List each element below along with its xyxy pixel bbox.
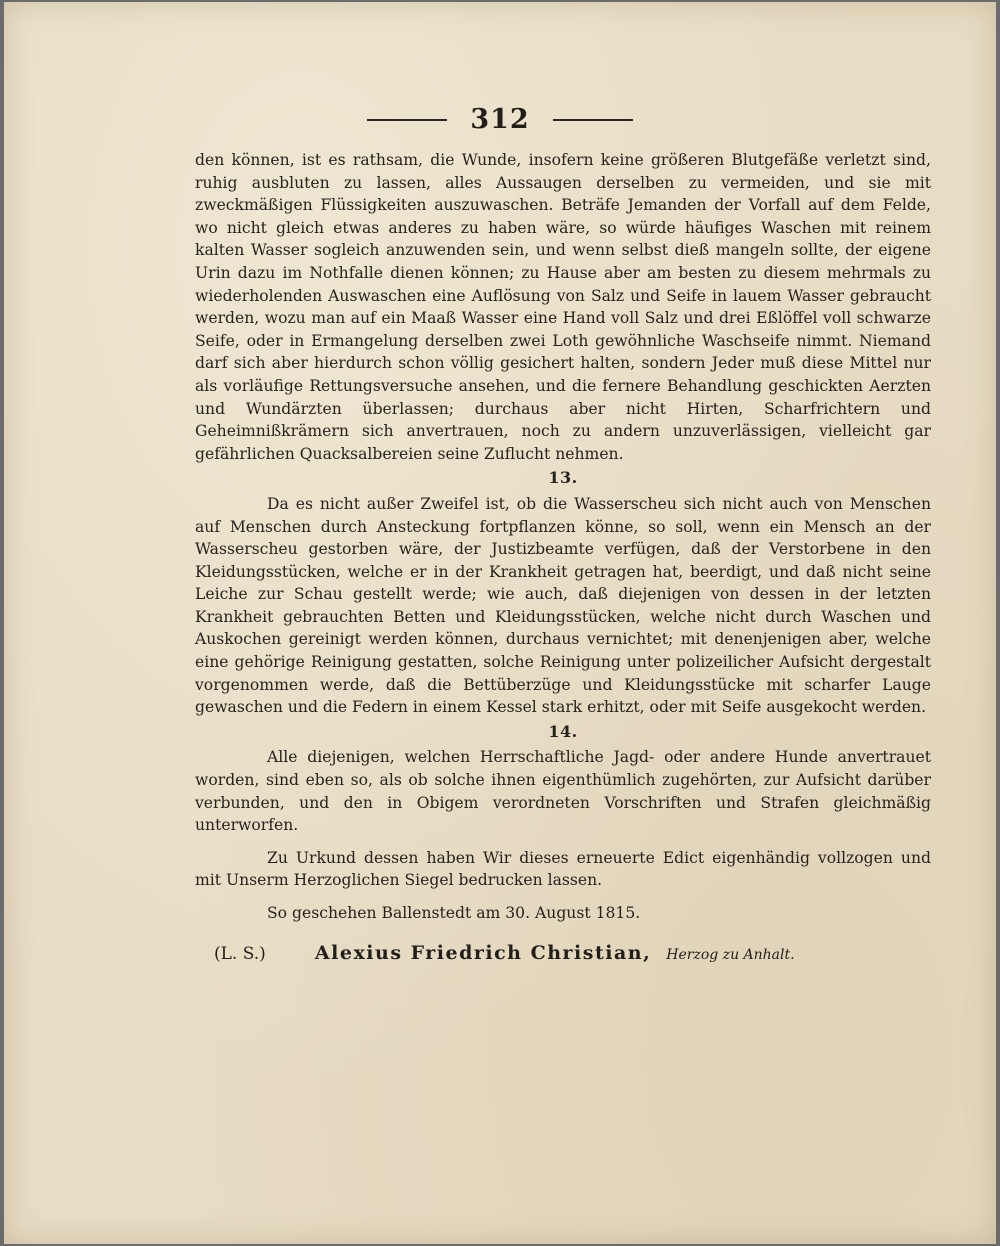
paragraph-section-13: Da es nicht außer Zweifel ist, ob die Wasserscheu sich nicht auch von Menschen auf Menschen durch Ansteckung fortpflanzen könne, so soll, wenn ein Mensch an der Wasserscheu gestorben wäre, der Justizbeamte verfügen, daß der Verstorbene in den Kleidungsstücken, welche er in der Krankheit getragen hat, beerdigt, und daß nicht seine Leiche zur Schau gestellt werde; wie auch, daß diejenigen von dessen in der letzten Krankheit gebrauchten Betten und Kleidungsstücken, welche nicht durch Waschen und Auskochen gereinigt werden können, durchaus vernichtet; mit denenjenigen aber, welche eine gehörige Reinigung gestatten, solche Reinigung unter polizeilicher Aufsicht dergestalt vorgenommen werde, daß die Bettüberzüge und Kleidungsstücke mit scharfer Lauge gewaschen und die Federn in einem Kessel stark erhitzt, oder mit Seife ausgekocht werden. bbox=[195, 494, 931, 717]
signer-name: Alexius Friedrich Christian, bbox=[314, 942, 652, 964]
paragraph-gap bbox=[195, 837, 931, 847]
header-rule-right bbox=[553, 119, 633, 121]
document-page bbox=[4, 2, 996, 1244]
signature-block bbox=[214, 942, 894, 964]
page-number: 312 bbox=[470, 104, 530, 135]
paragraph-date-place: So geschehen Ballenstedt am 30. August 1815. bbox=[267, 904, 641, 922]
paragraph-attestation: Zu Urkund dessen haben Wir dieses erneuerte Edict eigenhändig vollzogen und mit Unserm Herzoglichen Siegel bedrucken lassen. bbox=[195, 848, 931, 890]
section-number-13: 13. bbox=[548, 468, 578, 488]
paragraph-continuation: den können, ist es rathsam, die Wunde, insofern keine größeren Blutgefäße verletzt sind, ruhig ausbluten zu lassen, alles Aussaugen derselben zu vermeiden, und sie mit zweckmäßigen Flüssigkeiten auszuwaschen. Beträfe Jemanden der Vorfall auf dem Felde, wo nicht gleich etwas anderes zu haben wäre, so würde häufiges Waschen mit reinem kalten Wasser sogleich anzuwenden sein, und wenn selbst dieß mangeln sollte, der eigene Urin dazu im Nothfalle dienen können; zu Hause aber am besten zu diesem mehrmals zu wiederholenden Auswaschen eine Auflösung von Salz und Seife in lauem Wasser gebraucht werden, wozu man auf ein Maaß Wasser eine Hand voll Salz und drei Eßlöffel voll schwarze Seife, oder in Ermangelung derselben zwei Loth gewöhnliche Waschseife nimmt. Niemand darf sich aber hierdurch schon völlig gesichert halten, sondern Jeder muß diese Mittel nur als vorläufige Rettungsversuche ansehen, und die fernere Behandlung geschickten Aerzten und Wundärzten überlassen; durchaus aber nicht Hirten, Scharfrichtern und Geheimnißkrämern sich anvertrauen, noch zu andern unzuverlässigen, vielleicht gar gefährlichen Quacksalbereien seine Zuflucht nehmen. bbox=[195, 151, 931, 463]
section-number-14: 14. bbox=[548, 721, 578, 741]
paragraph-section-14: Alle diejenigen, welchen Herrschaftliche Jagd- oder andere Hunde anvertrauet worden, sind eben so, als ob solche ihnen eigenthümlich zugehörten, zur Aufsicht darüber verbunden, und den in Obigem verordneten Vorschriften und Strafen gleichmäßig unterworfen. bbox=[195, 748, 931, 835]
header-rule-left bbox=[367, 119, 447, 121]
page-header bbox=[4, 104, 996, 140]
paragraph-gap bbox=[195, 892, 931, 902]
seal-mark: (L. S.) bbox=[214, 944, 266, 964]
signer-title: Herzog zu Anhalt. bbox=[666, 947, 795, 963]
body-text bbox=[195, 149, 931, 925]
